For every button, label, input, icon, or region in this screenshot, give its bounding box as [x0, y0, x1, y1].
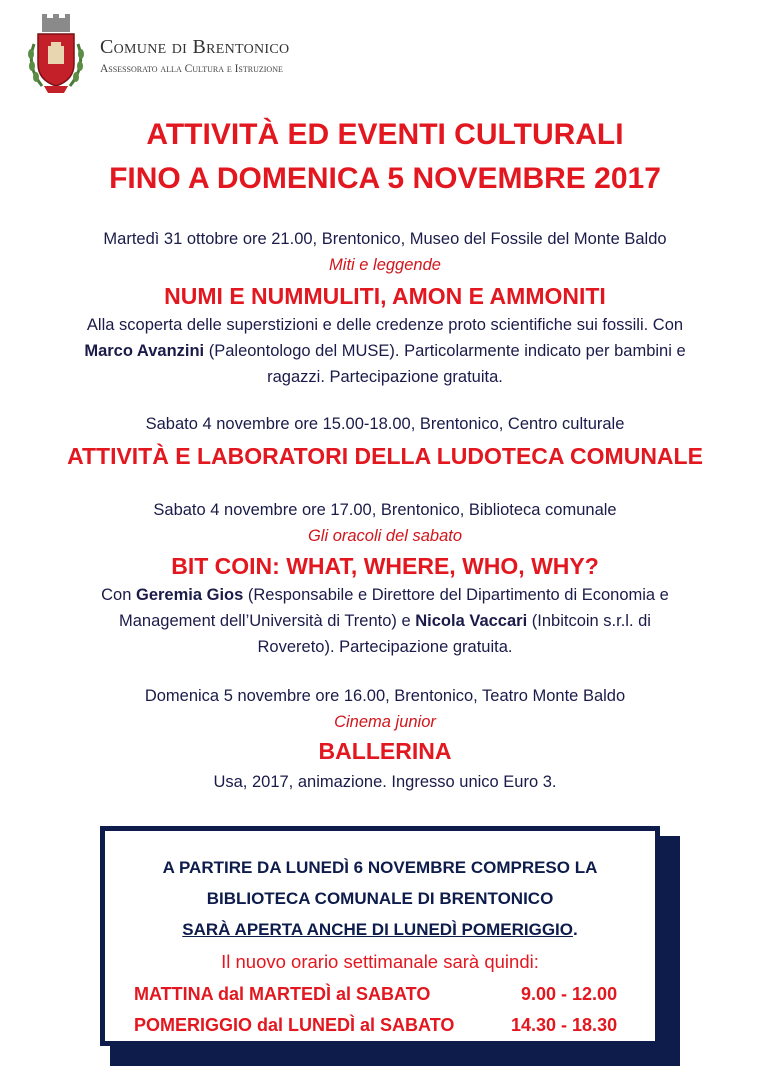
event1-series: Miti e leggende [329, 256, 441, 274]
schedule-morning-label: MATTINA dal MARTEDÌ al SABATO [134, 984, 431, 1004]
event3-person2: Nicola Vaccari [415, 612, 528, 630]
notice-line3-text: SARÀ APERTA ANCHE DI LUNEDÌ POMERIGGIO [182, 920, 573, 939]
event4-desc: Usa, 2017, animazione. Ingresso unico Euro 3. [213, 773, 557, 791]
event1-desc-line3: ragazzi. Partecipazione gratuita. [267, 368, 503, 386]
event3-series: Gli oracoli del sabato [307, 527, 463, 545]
schedule-afternoon-label: POMERIGGIO dal LUNEDÌ al SABATO [134, 1015, 455, 1035]
event2-when-where: Sabato 4 novembre ore 15.00-18.00, Brentonico, Centro culturale [145, 415, 625, 433]
notice-line1: A PARTIRE DA LUNEDÌ 6 NOVEMBRE COMPRESO LA [162, 858, 598, 877]
crest-icon [24, 14, 88, 96]
schedule-afternoon-hours: 14.30 - 18.30 [511, 1015, 618, 1035]
event4-title: BALLERINA [318, 738, 452, 764]
comune-name: Comune di Brentonico [100, 36, 290, 58]
event1-desc-line2 [0, 342, 770, 361]
schedule-morning-hours: 9.00 - 12.00 [521, 984, 618, 1004]
event1-title: NUMI E NUMMULITI, AMON E AMMONITI [164, 283, 606, 309]
main-title-line1: ATTIVITÀ ED EVENTI CULTURALI [146, 118, 624, 151]
event3-desc2-pre: Management dell’Università di Trento) e [119, 612, 416, 630]
notice-box [100, 826, 660, 1046]
event3-title: BIT COIN: WHAT, WHERE, WHO, WHY? [171, 553, 599, 579]
event4-when-where: Domenica 5 novembre ore 16.00, Brentonico, Teatro Monte Baldo [144, 687, 626, 705]
event3-desc-pre: Con [101, 586, 136, 604]
event3-desc-line1 [0, 586, 770, 605]
main-title-line2: FINO A DOMENICA 5 NOVEMBRE 2017 [109, 162, 661, 195]
event3-desc-mid: (Responsabile e Direttore del Dipartimento di Economia e [243, 586, 669, 604]
assessorato-name: Assessorato alla Cultura e Istruzione [100, 63, 283, 75]
event2-title: ATTIVITÀ E LABORATORI DELLA LUDOTECA COMUNALE [67, 443, 703, 469]
event3-desc-line3: Rovereto). Partecipazione gratuita. [257, 638, 513, 656]
event3-desc-line2 [0, 612, 770, 631]
notice-line2: BIBLIOTECA COMUNALE DI BRENTONICO [206, 889, 554, 908]
notice-line3 [105, 920, 655, 940]
notice-line4: Il nuovo orario settimanale sarà quindi: [221, 951, 539, 972]
event3-when-where: Sabato 4 novembre ore 17.00, Brentonico, Biblioteca comunale [153, 501, 617, 519]
event1-desc-line1: Alla scoperta delle superstizioni e delle credenze proto scientifiche sui fossili. Con [86, 316, 684, 334]
event4-series: Cinema junior [334, 713, 436, 731]
header [24, 14, 444, 96]
event1-when-where: Martedì 31 ottobre ore 21.00, Brentonico, Museo del Fossile del Monte Baldo [103, 230, 667, 248]
event1-desc-line2-text: (Paleontologo del MUSE). Particolarmente indicato per bambini e [204, 342, 686, 360]
event1-person: Marco Avanzini [84, 342, 205, 360]
event3-person1: Geremia Gios [136, 586, 244, 604]
event3-desc2-post: (Inbitcoin s.r.l. di [527, 612, 651, 630]
notice-line3-end: . [572, 920, 578, 939]
